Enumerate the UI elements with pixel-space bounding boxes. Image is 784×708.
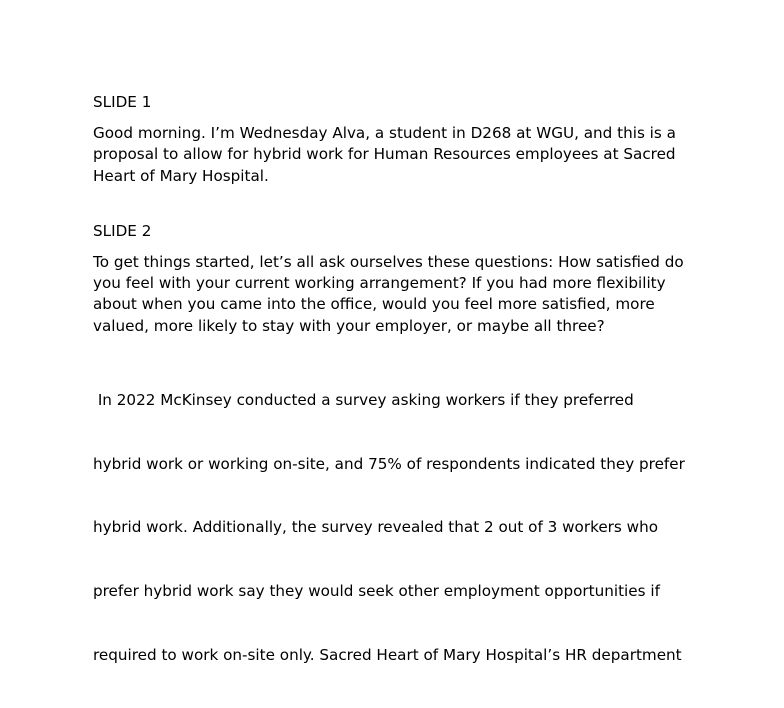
text-line: In 2022 McKinsey conducted a survey asking workers if they preferred xyxy=(93,391,634,410)
slide-1-paragraph-1 xyxy=(93,123,733,187)
slide-1-heading: SLIDE 1 xyxy=(93,93,152,111)
slide-2-paragraph-1 xyxy=(93,252,733,337)
text-line: Heart of Mary Hospital. xyxy=(93,166,269,185)
text-line: hybrid work. Additionally, the survey revealed that 2 out of 3 workers who xyxy=(93,518,658,537)
text-line: hybrid work or working on-site, and 75% of respondents indicated they prefer xyxy=(93,454,685,473)
text-line: valued, more likely to stay with your employer, or maybe all three? xyxy=(93,316,605,335)
slide-2-heading: SLIDE 2 xyxy=(93,221,152,240)
document-body xyxy=(93,92,733,708)
text-line: prefer hybrid work say they would seek other employment opportunities if xyxy=(93,582,660,601)
text-line: To get things started, let’s all ask ourselves these questions: How satisfied do xyxy=(93,252,684,271)
slide-2-paragraph-2 xyxy=(93,348,733,708)
text-line: Good morning. I’m Wednesday Alva, a student in D268 at WGU, and this is a xyxy=(93,124,676,143)
text-line: proposal to allow for hybrid work for Human Resources employees at Sacred xyxy=(93,145,676,164)
text-line: about when you came into the office, would you feel more satisfied, more xyxy=(93,295,655,314)
text-line: required to work on-site only. Sacred Heart of Mary Hospital’s HR department xyxy=(93,645,682,664)
text-line: you feel with your current working arrangement? If you had more flexibility xyxy=(93,274,666,293)
